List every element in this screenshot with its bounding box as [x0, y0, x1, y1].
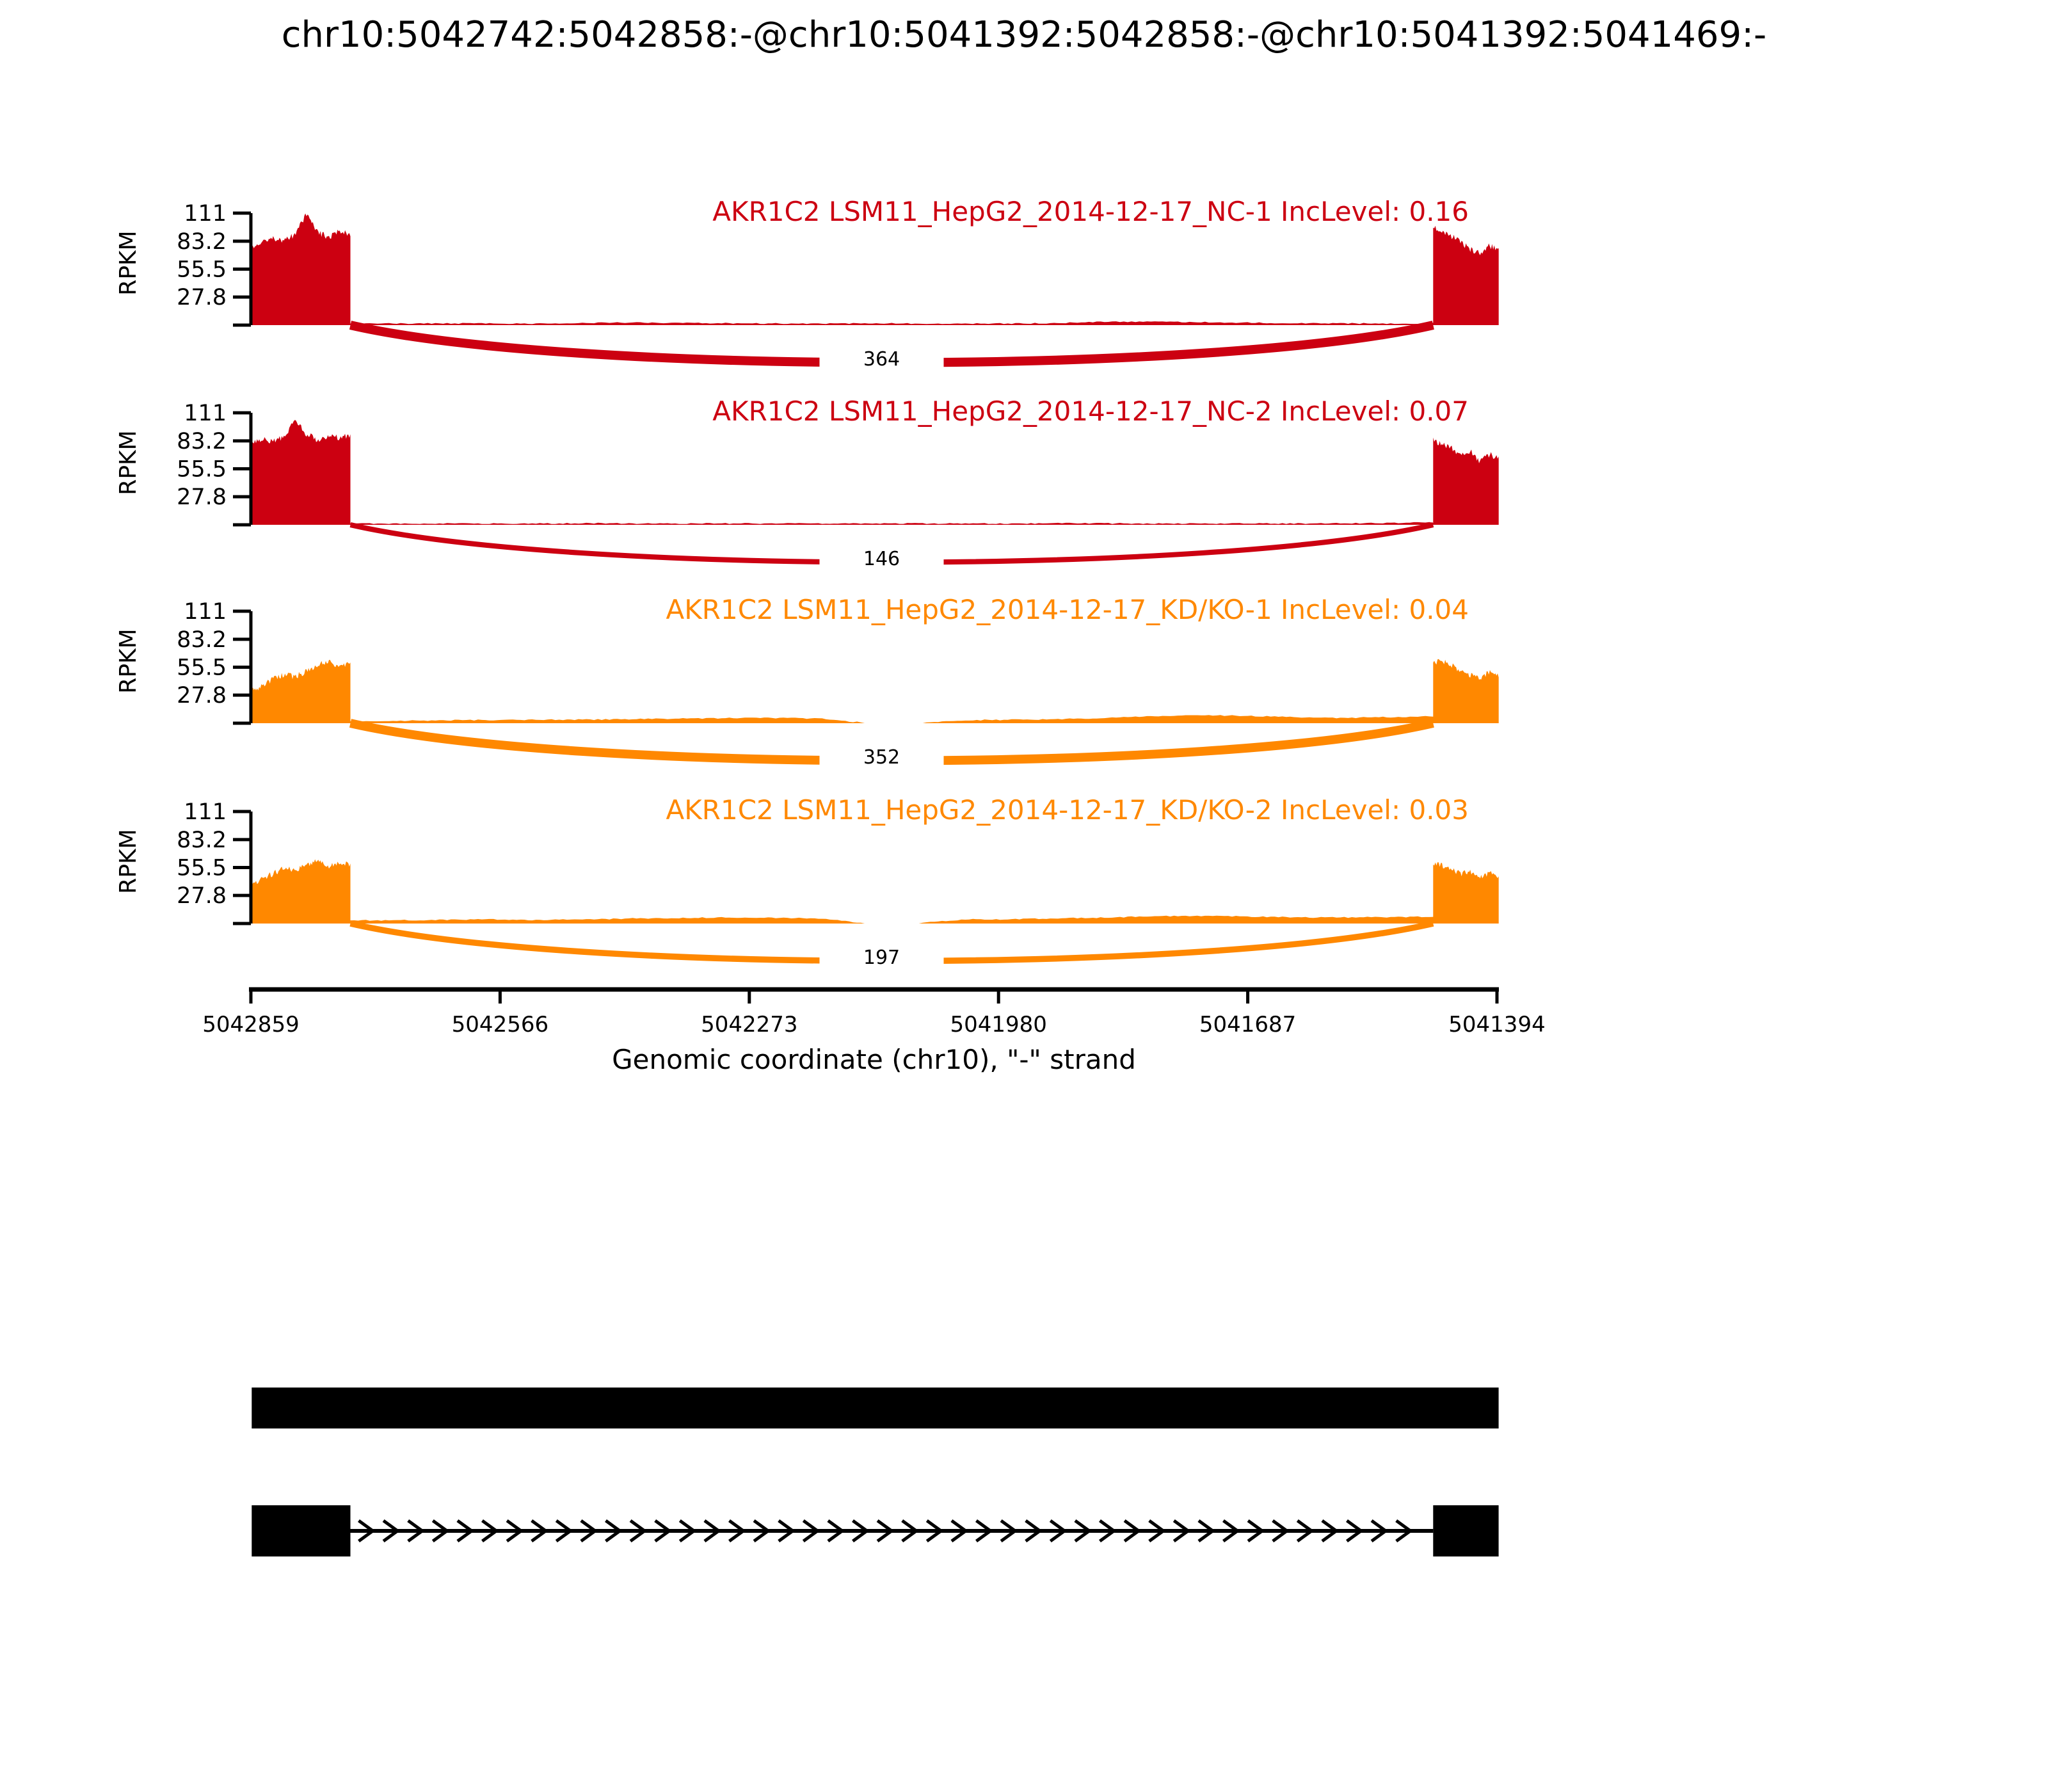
- x-axis-tick-label: 5041980: [950, 1012, 1047, 1037]
- y-axis-tick-label: 55.5: [177, 655, 227, 681]
- y-axis-tick-label: 55.5: [177, 257, 227, 283]
- track-label: AKR1C2 LSM11_HepG2_2014-12-17_KD/KO-1 IncLevel: 0.04: [666, 594, 1469, 625]
- y-axis-tick-label: 55.5: [177, 855, 227, 881]
- track-label: AKR1C2 LSM11_HepG2_2014-12-17_NC-1 IncLevel: 0.16: [712, 196, 1469, 227]
- y-axis-tick-label: 83.2: [177, 228, 227, 255]
- y-axis-tick-label: 55.5: [177, 456, 227, 483]
- plot-title: chr10:5042742:5042858:-@chr10:5041392:5042858:-@chr10:5041392:5041469:-: [281, 14, 1767, 56]
- x-axis-title: Genomic coordinate (chr10), "-" strand: [612, 1044, 1136, 1075]
- y-axis-tick-label: 27.8: [177, 285, 227, 311]
- x-axis-tick-label: 5041687: [1199, 1012, 1297, 1037]
- x-axis-tick-label: 5042566: [451, 1012, 549, 1037]
- y-axis-tick-label: 83.2: [177, 827, 227, 853]
- y-axis-title: RPKM: [115, 230, 141, 296]
- track-label: AKR1C2 LSM11_HepG2_2014-12-17_KD/KO-2 IncLevel: 0.03: [666, 794, 1469, 826]
- coverage-area: [252, 659, 1498, 723]
- y-axis-tick-label: 111: [184, 201, 227, 227]
- y-axis-tick-label: 83.2: [177, 428, 227, 454]
- junction-count-label: 364: [863, 348, 900, 371]
- junction-count-label: 352: [863, 746, 900, 769]
- coverage-area: [252, 420, 1498, 525]
- y-axis-title: RPKM: [115, 430, 141, 495]
- junction-count-label: 197: [863, 947, 900, 969]
- y-axis-tick-label: 83.2: [177, 627, 227, 653]
- x-axis-tick-label: 5042859: [202, 1012, 300, 1037]
- gene-model-exon: [252, 1388, 1498, 1428]
- y-axis-title: RPKM: [115, 829, 141, 894]
- gene-model-exon: [252, 1505, 350, 1556]
- gene-model-exon: [1433, 1505, 1498, 1556]
- y-axis-tick-label: 111: [184, 799, 227, 825]
- track-label: AKR1C2 LSM11_HepG2_2014-12-17_NC-2 IncLevel: 0.07: [712, 396, 1469, 427]
- coverage-area: [252, 214, 1498, 326]
- x-axis-tick-label: 5042273: [701, 1012, 798, 1037]
- y-axis-tick-label: 27.8: [177, 484, 227, 511]
- y-axis-tick-label: 111: [184, 401, 227, 426]
- y-axis-tick-label: 111: [184, 599, 227, 625]
- junction-count-label: 146: [863, 548, 900, 570]
- x-axis-tick-label: 5041394: [1448, 1012, 1546, 1037]
- coverage-area: [252, 860, 1498, 924]
- y-axis-tick-label: 27.8: [177, 683, 227, 709]
- y-axis-title: RPKM: [115, 628, 141, 694]
- y-axis-tick-label: 27.8: [177, 883, 227, 909]
